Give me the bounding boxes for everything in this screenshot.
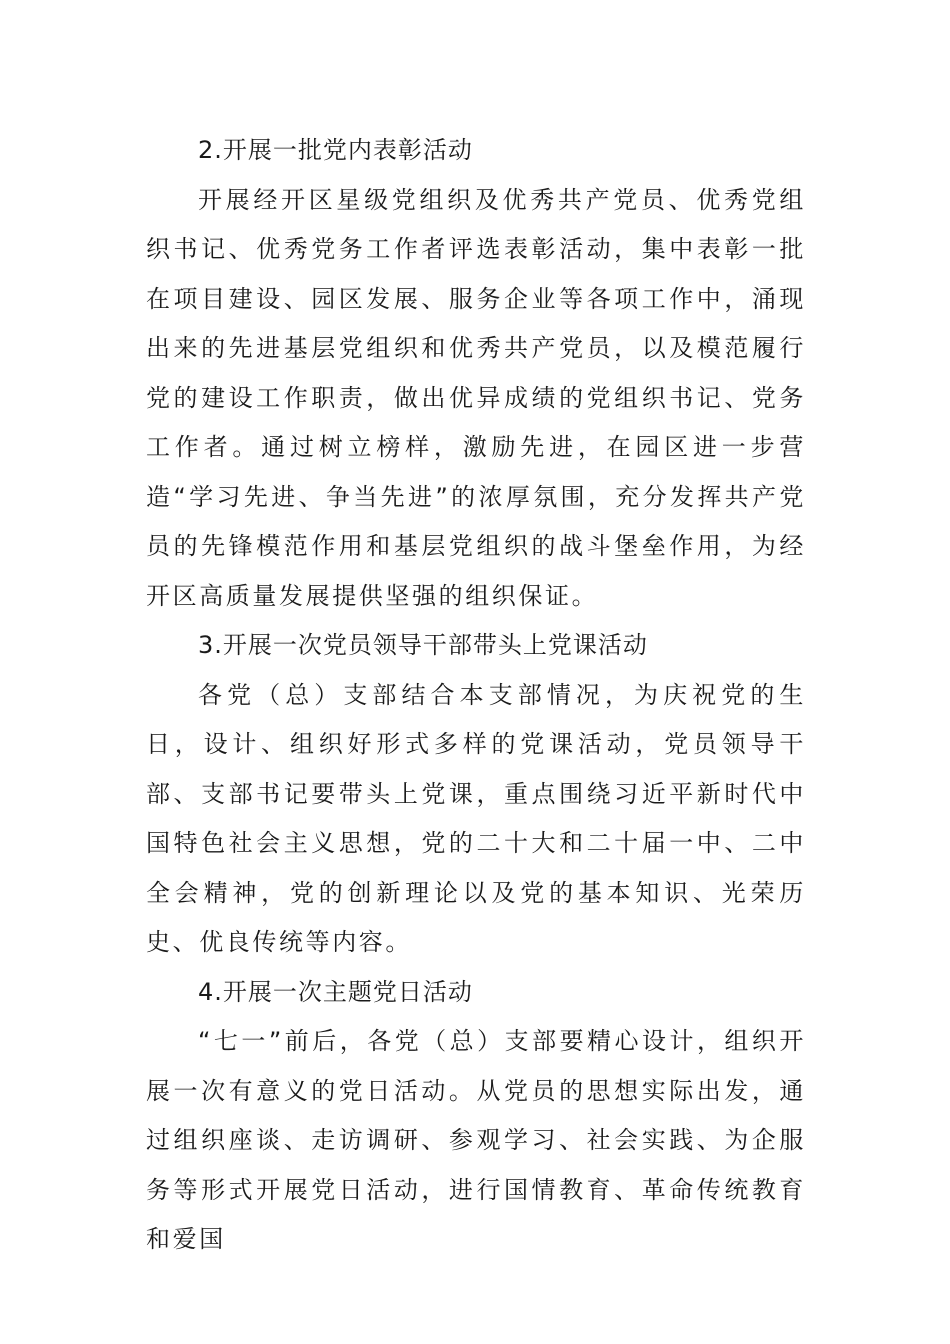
section-paragraph-4: “七一”前后，各党（总）支部要精心设计，组织开展一次有意义的党日活动。从党员的思想实际出发，通过组织座谈、走访调研、参观学习、社会实践、为企服务等形式开展党日活动，进行国情教育、革命传统教育和爱国: [146, 1027, 806, 1253]
section-paragraph-3: 各党（总）支部结合本支部情况，为庆祝党的生日，设计、组织好形式多样的党课活动，党员领导干部、支部书记要带头上党课，重点围绕习近平新时代中国特色社会主义思想，党的二十大和二十届一中、二中全会精神，党的创新理论以及党的基本知识、光荣历史、优良传统等内容。: [146, 680, 806, 956]
section-paragraph-2: 开展经开区星级党组织及优秀共产党员、优秀党组织书记、优秀党务工作者评选表彰活动，集中表彰一批在项目建设、园区发展、服务企业等各项工作中，涌现出来的先进基层党组织和优秀共产党员，以及模范履行党的建设工作职责，做出优异成绩的党组织书记、党务工作者。通过树立榜样，激励先进，在园区进一步营造“学习先进、争当先进”的浓厚氛围，充分发挥共产党员的先锋模范作用和基层党组织的战斗堡垒作用，为经开区高质量发展提供坚强的组织保证。: [146, 185, 806, 610]
section-heading-2: 2.开展一批党内表彰活动: [198, 136, 473, 164]
document-body: [146, 126, 806, 1265]
section-heading-4: 4.开展一次主题党日活动: [198, 977, 473, 1006]
section-heading-3: 3.开展一次党员领导干部带头上党课活动: [198, 631, 648, 659]
